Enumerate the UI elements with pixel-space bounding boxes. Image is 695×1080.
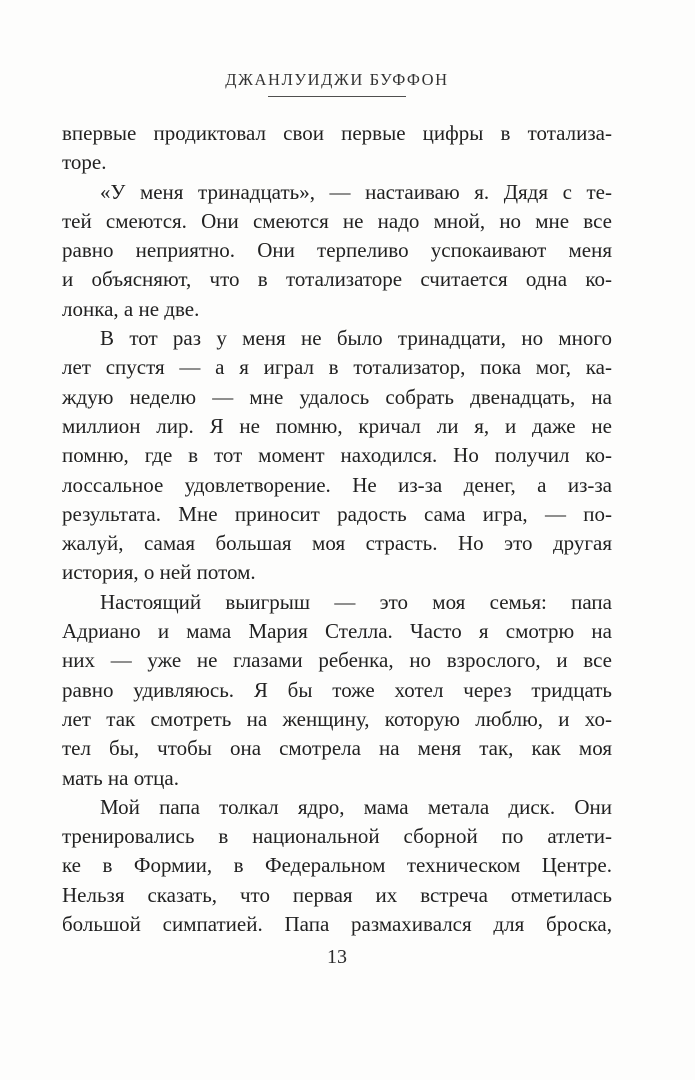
running-header: [62, 70, 612, 97]
text-line: результата. Мне приносит радость сама игра, — по-: [62, 501, 612, 526]
text-line: мать на отца.: [62, 765, 179, 790]
text-line: большой симпатией. Папа размахивался для броска,: [62, 912, 612, 937]
text-line: и объясняют, что в тотализаторе считается одна ко-: [62, 267, 612, 292]
text-line: лоссальное удовлетворение. Не из-за денег, а из-за: [62, 472, 612, 497]
text-line: них — уже не глазами ребенка, но взрослого, и все: [62, 648, 612, 673]
text-line: помню, где в тот момент находился. Но получил ко-: [62, 443, 612, 468]
text-line: история, о ней потом.: [62, 560, 256, 585]
running-header-title: ДЖАНЛУИДЖИ БУФФОН: [225, 70, 449, 89]
text-line: жалуй, самая большая моя страсть. Но это другая: [62, 531, 612, 556]
text-line: В тот раз у меня не было тринадцати, но много: [100, 326, 612, 351]
text-line: лонка, а не две.: [62, 296, 200, 321]
text-line: ке в Формии, в Федеральном техническом Центре.: [62, 853, 612, 878]
page-number: 13: [327, 946, 347, 968]
text-line: тел бы, чтобы она смотрела на меня так, как моя: [62, 736, 612, 761]
text-line: Адриано и мама Мария Стелла. Часто я смотрю на: [62, 619, 612, 644]
text-line: торе.: [62, 150, 107, 175]
text-line: равно неприятно. Они терпеливо успокаивают меня: [62, 238, 612, 263]
text-line: Настоящий выигрыш — это моя семья: папа: [100, 589, 612, 614]
text-line: Мой папа толкал ядро, мама метала диск. Они: [100, 794, 612, 819]
text-line: тренировались в национальной сборной по атлети-: [62, 824, 612, 849]
text-line: равно удивляюсь. Я бы тоже хотел через тридцать: [62, 677, 612, 702]
text-line: ждую неделю — мне удалось собрать двенадцать, на: [62, 384, 612, 409]
text-line: «У меня тринадцать», — настаиваю я. Дядя с те-: [100, 179, 612, 204]
text-line: лет так смотреть на женщину, которую люблю, и хо-: [62, 706, 612, 731]
text-line: тей смеются. Они смеются не надо мной, но мне все: [62, 208, 612, 233]
text-line: лет спустя — а я играл в тотализатор, пока мог, ка-: [62, 355, 612, 380]
text-line: миллион лир. Я не помню, кричал ли я, и даже не: [62, 413, 612, 438]
page-body: [62, 119, 612, 939]
text-line: Нельзя сказать, что первая их встреча отметилась: [62, 882, 612, 907]
text-line: впервые продиктовал свои первые цифры в тотализа-: [62, 121, 612, 145]
header-rule-divider: [268, 96, 406, 97]
